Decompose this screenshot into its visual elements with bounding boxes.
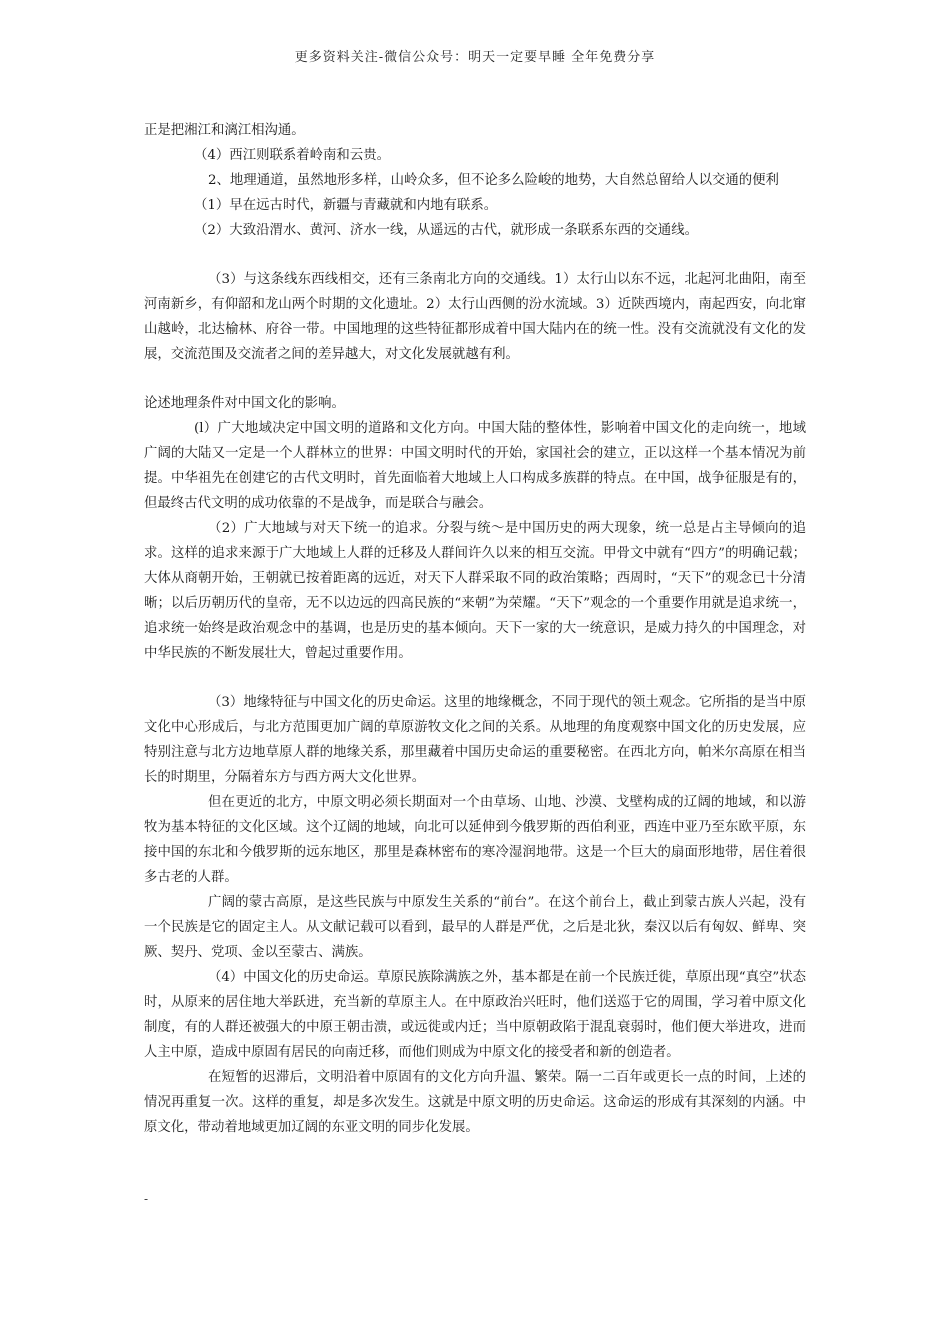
paragraph-4: （1）早在远古时代，新疆与青藏就和内地有联系。	[194, 198, 498, 213]
end-mark: -	[144, 1192, 149, 1206]
paragraph-7: 论述地理条件对中国文化的影响。	[144, 396, 345, 411]
spacer	[144, 367, 806, 391]
paragraph-11: 但在更近的北方，中原文明必须长期面对一个由草场、山地、沙漠、戈壁构成的辽阔的地域，和以游牧为基本特征的文化区域。这个辽阔的地域，向北可以延伸到今俄罗斯的西伯利亚，西连中亚乃至东欧平原，东接中国的东北和今俄罗斯的远东地区，那里是森林密布的寒冷湿润地带。这是一个巨大的扇面形地带，居住着很多古老的人群。	[144, 795, 806, 885]
paragraph-14: 在短暂的迟滞后，文明沿着中原固有的文化方向升温、繁荣。隔一二百年或更长一点的时间，上述的情况再重复一次。这样的重复，却是多次发生。这就是中原文明的历史命运。这命运的形成有其深刻的内涵。中原文化，带动着地域更加辽阔的东亚文明的同步化发展。	[144, 1070, 806, 1135]
paragraph-1: 正是把湘江和漓江相沟通。	[144, 123, 305, 138]
paragraph-3: 2、地理通道，虽然地形多样，山岭众多，但不论多么险峻的地势，大自然总留给人以交通的便利	[208, 173, 779, 188]
spacer	[144, 243, 806, 267]
paragraph-6: （3）与这条线东西线相交，还有三条南北方向的交通线。1）太行山以东不远，北起河北曲阳，南至河南新乡，有仰韶和龙山两个时期的文化遗址。2）太行山西侧的汾水流域。3）近陕西境内，南起西安，向北窜山越岭，北达榆林、府谷一带。中国地理的这些特征都形成着中国大陆内在的统一性。没有交流就没有文化的发展，交流范围及交流者之间的差异越大，对文化发展就越有利。	[144, 272, 806, 362]
paragraph-13: （4）中国文化的历史命运。草原民族除满族之外，基本都是在前一个民族迁徙，草原出现“真空”状态时，从原来的居住地大举跃进，充当新的草原主人。在中原政治兴旺时，他们送巡于它的周围，学习着中原文化制度，有的人群还被强大的中原王朝击溃，或远徙或内迁；当中原朝政陷于混乱衰弱时，他们便大举进攻，进而人主中原，造成中原固有居民的向南迁移，而他们则成为中原文化的接受者和新的创造者。	[144, 970, 807, 1060]
paragraph-2: （4）西江则联系着岭南和云贵。	[194, 148, 390, 163]
paragraph-10: （3）地缘特征与中国文化的历史命运。这里的地缘概念，不同于现代的领土观念。它所指的是当中原文化中心形成后，与北方范围更加广阔的草原游牧文化之间的关系。从地理的角度观察中国文化的历史发展，应特别注意与北方边地草原人群的地缘关系，那里藏着中国历史命运的重要秘密。在西北方向，帕米尔高原在相当长的时期里，分隔着东方与西方两大文化世界。	[144, 695, 806, 785]
spacer	[144, 666, 806, 690]
paragraph-12: 广阔的蒙古高原，是这些民族与中原发生关系的“前台”。在这个前台上，截止到蒙古族人兴起，没有一个民族是它的固定主人。从文献记载可以看到，最早的人群是严优，之后是北狄，秦汉以后有匈奴、鲜卑、突厥、契丹、党项、金以至蒙古、满族。	[144, 895, 806, 960]
paragraph-5: （2）大致沿渭水、黄河、济水一线，从遥远的古代，就形成一条联系东西的交通线。	[194, 223, 698, 238]
paragraph-9: （2）广大地域与对天下统一的追求。分裂与统～是中国历史的两大现象，统一总是占主导倾向的追求。这样的追求来源于广大地域上人群的迁移及人群间许久以来的相互交流。甲骨文中就有“四方”的明确记载；大体从商朝开始，王朝就已按着距离的远近，对天下人群采取不同的政治策略；西周时，“天下”的观念已十分清晰；以后历朝历代的皇帝，无不以边远的四高民族的“来朝”为荣耀。“天下”观念的一个重要作用就是追求统一，追求统一始终是政治观念中的基调，也是历史的基本倾向。天下一家的大一统意识，是威力持久的中国理念，对中华民族的不断发展壮大，曾起过重要作用。	[144, 521, 806, 661]
page-header: 更多资料关注-微信公众号：明天一定要早睡 全年免费分享	[294, 50, 656, 65]
paragraph-8: (l）广大地域决定中国文明的道路和文化方向。中国大陆的整体性，影响着中国文化的走向统一，地域广阔的大陆又一定是一个人群林立的世界：中国文明时代的开始，家国社会的建立，正以这样一个基本情况为前提。中华祖先在创建它的古代文明时，首先面临着大地域上人口构成多族群的特点。在中国，战争征服是有的，但最终古代文明的成功依靠的不是战争，而是联合与融会。	[144, 421, 806, 511]
document-body	[144, 118, 806, 1140]
